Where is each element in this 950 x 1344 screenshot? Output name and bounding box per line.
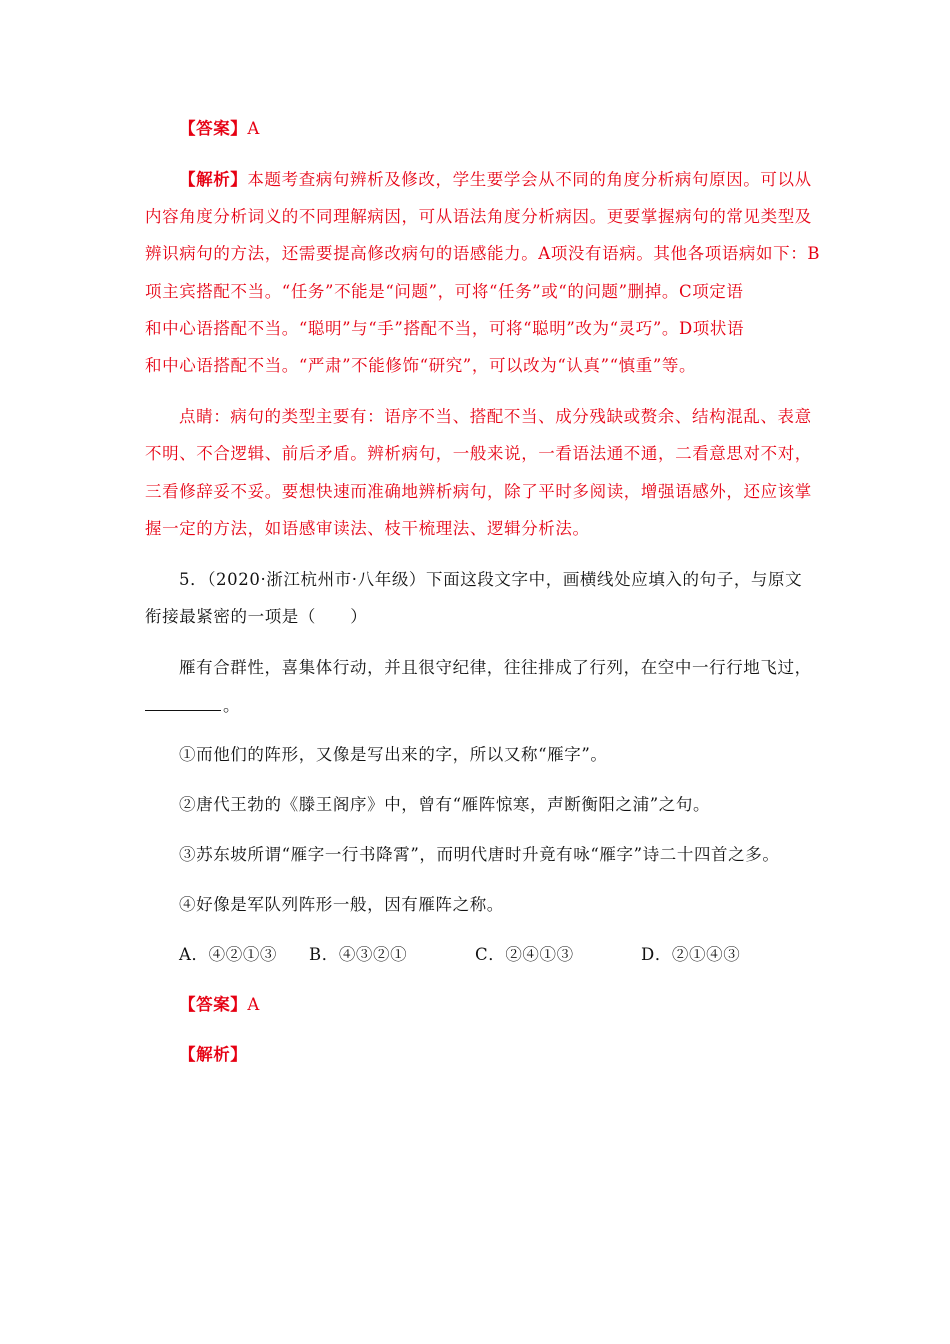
fill-in-blank: [145, 694, 221, 711]
question-passage: 雁有合群性，喜集体行动，并且很守纪律，往往排成了行列，在空中一行行地飞过，: [179, 658, 812, 677]
answer-label: 【答案】: [179, 995, 248, 1014]
prev-analysis-line-4: 项主宾搭配不当。“任务”不能是“问题”，可将“任务”或“的问题”删掉。C项定语: [145, 282, 744, 301]
sentence-2: ②唐代王勃的《滕王阁序》中，曾有“雁阵惊寒，声断衡阳之浦”之句。: [179, 795, 711, 814]
prev-analysis-label: 【解析】: [179, 170, 248, 189]
prev-analysis-line-6: 和中心语搭配不当。“严肃”不能修饰“研究”，可以改为“认真”“慎重”等。: [145, 356, 697, 375]
prev-analysis-line-2: 内容角度分析词义的不同理解病因，可从语法角度分析病因。更要掌握病句的常见类型及: [145, 207, 812, 226]
question-stem-line-2: 衔接最紧密的一项是（ ）: [145, 607, 368, 626]
sentence-1: ①而他们的阵形，又像是写出来的字，所以又称“雁字”。: [179, 745, 608, 764]
option-a: A．④②①③: [179, 945, 278, 964]
prev-analysis-line-1: [179, 169, 812, 191]
tip-line-3: 三看修辞妥不妥。要想快速而准确地辨析病句，除了平时多阅读，增强语感外，还应该掌: [145, 482, 812, 501]
question-stem-line-1: 5．（2020·浙江杭州市·八年级）下面这段文字中，画横线处应填入的句子，与原文: [179, 570, 803, 589]
question-passage-end: [145, 694, 240, 717]
prev-analysis-line-3: 辨识病句的方法，还需要提高修改病句的语感能力。A项没有语病。其他各项语病如下：B: [145, 244, 821, 263]
prev-answer: [179, 118, 260, 140]
option-d: D．②①④③: [641, 945, 741, 964]
analysis-label: 【解析】: [179, 1045, 248, 1064]
answer: [179, 994, 260, 1016]
prev-answer-label: 【答案】: [179, 119, 248, 138]
option-b: B．④③②①: [309, 945, 408, 964]
option-c: C．②④①③: [475, 945, 574, 964]
prev-analysis-text: 本题考查病句辨析及修改，学生要学会从不同的角度分析病句原因。可以从: [247, 170, 812, 189]
prev-answer-value: A: [247, 119, 260, 138]
tip-line-2: 不明、不合逻辑、前后矛盾。辨析病句，一般来说，一看语法通不通，二看意思对不对，: [145, 444, 812, 463]
sentence-4: ④好像是军队列阵形一般，因有雁阵之称。: [179, 895, 504, 914]
passage-end-punct: 。: [223, 696, 241, 715]
tip-line-1: 点睛：病句的类型主要有：语序不当、搭配不当、成分残缺或赘余、结构混乱、表意: [179, 407, 812, 426]
tip-line-4: 握一定的方法，如语感审读法、枝干梳理法、逻辑分析法。: [145, 519, 590, 538]
answer-value: A: [247, 995, 260, 1014]
prev-analysis-line-5: 和中心语搭配不当。“聪明”与“手”搭配不当，可将“聪明”改为“灵巧”。D项状语: [145, 319, 745, 338]
sentence-3: ③苏东坡所谓“雁字一行书降霄”，而明代唐时升竟有咏“雁字”诗二十四首之多。: [179, 845, 780, 864]
options-row: [0, 944, 950, 968]
